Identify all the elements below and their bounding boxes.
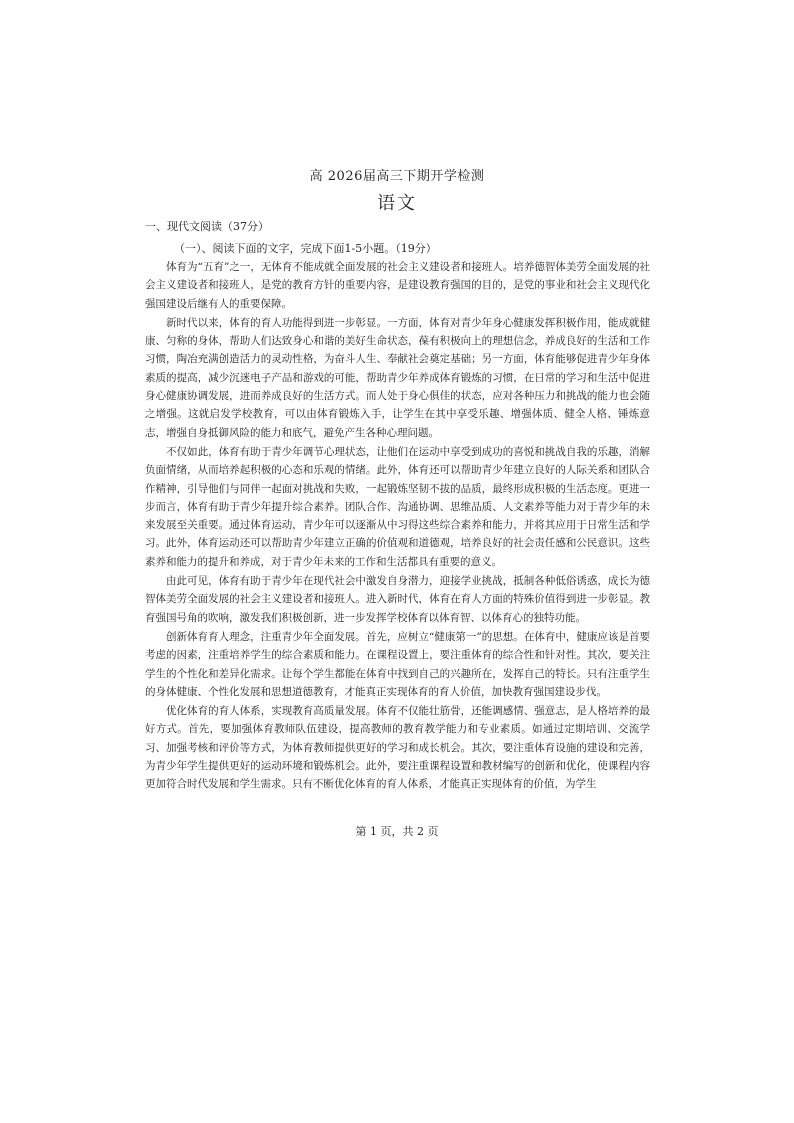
exam-title: 高 2026届高三下期开学检测 xyxy=(309,169,485,184)
paragraph: 体育为“五育”之一，无体育不能成就全面发展的社会主义建设者和接班人。培养德智体美劳全面发展的社会主义建设者和接班人，是党的教育方针的重要内容，是建设教育强国的目的，是党的事业和社会主义现代化强国建设后继有人的重要保障。 xyxy=(145,261,650,310)
paragraph: 由此可见，体育有助于青少年在现代社会中激发自身潜力，迎接学业挑战，抵制各种低俗诱惑，成长为德智体美劳全面发展的社会主义建设者和接班人。进入新时代，体育在育人方面的特殊价值得到进一步彰显。教育强国号角的吹响，激发我们积极创新，进一步发挥学校体育以体育智、以体育心的独特功能。 xyxy=(145,575,650,624)
passage-body xyxy=(145,258,650,795)
page-footer: 第 1 页，共 2 页 xyxy=(355,825,439,838)
paragraph: 不仅如此，体育有助于青少年调节心理状态，让他们在运动中享受到成功的喜悦和挑战自我的乐趣，消解负面情绪，从而培养起积极的心态和乐观的情绪。此外，体育还可以帮助青少年建立良好的人际关系和团队合作精神，引导他们与同伴一起面对挑战和失败，一起锻炼坚韧不拔的品质，最终形成积极的生活态度。更进一步而言，体育有助于青少年提升综合素养。团队合作、沟通协调、思维品质、人文素养等能力对于青少年的未来发展至关重要。通过体育运动，青少年可以逐渐从中习得这些综合素养和能力，并将其应用于日常生活和学习。此外，体育运动还可以帮助青少年建立正确的价值观和道德观，培养良好的社会责任感和公民意识。这些素养和能力的提升和养成，对于青少年未来的工作和生活都具有重要的意义。 xyxy=(145,445,650,568)
subject-title: 语文 xyxy=(377,193,417,214)
paragraph: 创新体育育人理念，注重青少年全面发展。首先，应树立“健康第一”的思想。在体育中，健康应该是首要考虑的因素，注重培养学生的综合素质和能力。在课程设置上，要注重体育的综合性和针对性。其次，要关注学生的个性化和差异化需求。让每个学生都能在体育中找到自己的兴趣所在，发挥自己的特长。只有注重学生的身体健康、个性化发展和思想道德教育，才能真正实现体育的育人价值，加快教育强国建设步伐。 xyxy=(145,630,650,698)
subsection-heading: （一）、阅读下面的文字，完成下面1-5小题。（19分） xyxy=(174,242,437,255)
section-heading: 一、现代文阅读（37分） xyxy=(145,220,269,233)
paragraph: 优化体育的育人体系，实现教育高质量发展。体育不仅能壮筋骨，还能调感情、强意志，是人格培养的最好方式。首先，要加强体育教师队伍建设，提高教师的教育教学能力和专业素质。如通过定期培训、交流学习、加强考核和评价等方式，为体育教师提供更好的学习和成长机会。其次，要注重体育设施的建设和完善，为青少年学生提供更好的运动环境和锻炼机会。此外，要注重课程设置和教材编写的创新和优化，使课程内容更加符合时代发展和学生需求。只有不断优化体育的育人体系，才能真正实现体育的价值，为学生 xyxy=(145,705,650,791)
paragraph: 新时代以来，体育的育人功能得到进一步彰显。一方面，体育对青少年身心健康发挥积极作用，能成就健康、匀称的身体，帮助人们达致身心和谐的美好生命状态，葆有积极向上的理想信念，养成良好的生活和工作习惯，陶冶充满创造活力的灵动性格，为奋斗人生、奉献社会奠定基础；另一方面，体育能够促进青少年身体素质的提高，减少沉迷电子产品和游戏的可能，帮助青少年养成体育锻炼的习惯，在日常的学习和生活中促进身心健康协调发展，进而养成良好的生活方式。而人处于身心俱佳的状态，应对各种压力和挑战的能力也会随之增强。这就启发学校教育，可以由体育锻炼入手，让学生在其中享受乐趣、增强体质、健全人格、锤炼意志，增强自身抵御风险的能力和底气，避免产生各种心理问题。 xyxy=(145,316,650,439)
